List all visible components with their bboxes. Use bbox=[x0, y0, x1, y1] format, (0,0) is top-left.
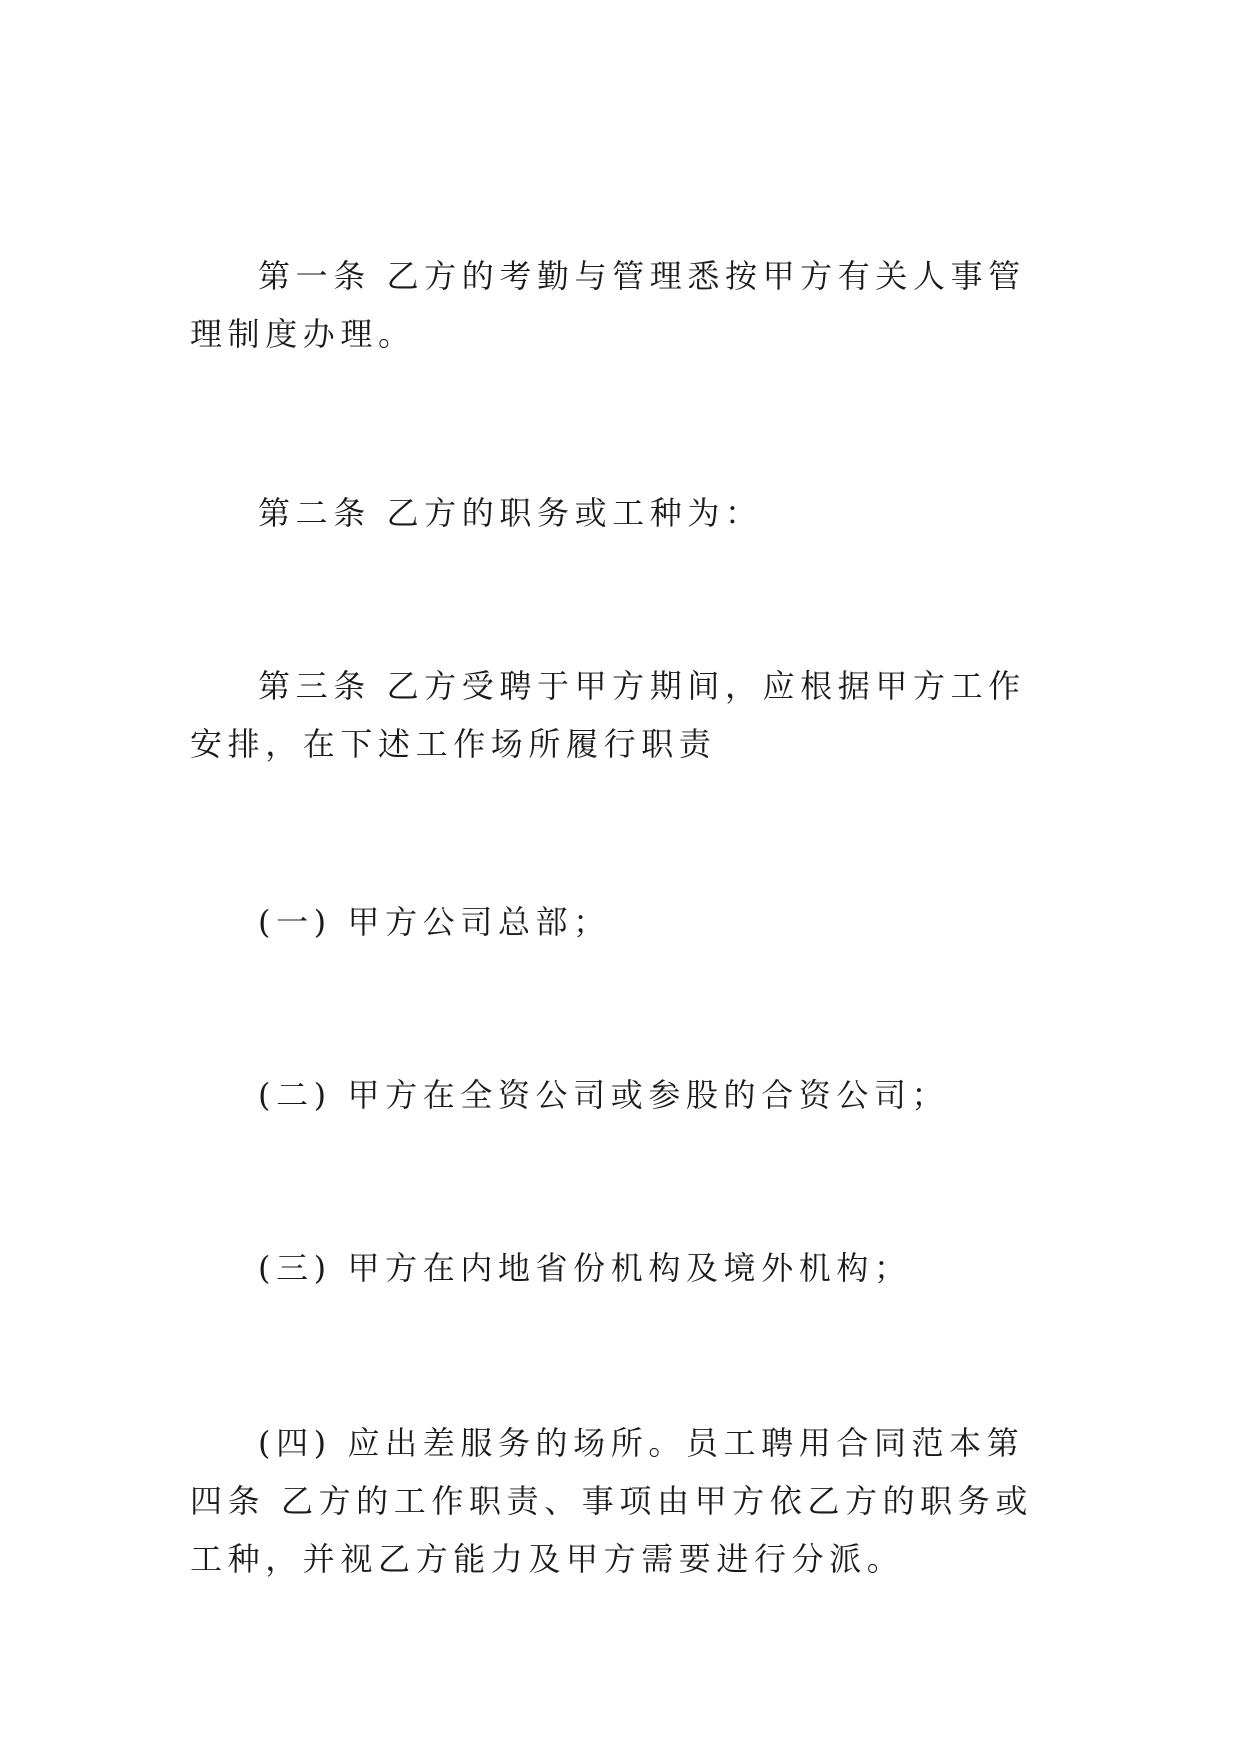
article-1-paragraph: 第一条 乙方的考勤与管理悉按甲方有关人事管理制度办理。 bbox=[190, 257, 1026, 353]
workplace-item-4-and-article-4: (四) 应出差服务的场所。员工聘用合同范本第四条 乙方的工作职责、事项由甲方依乙方的职务或工种，并视乙方能力及甲方需要进行分派。 bbox=[190, 1424, 1033, 1578]
workplace-item-1: (一) 甲方公司总部； bbox=[258, 903, 611, 941]
article-3-paragraph: 第三条 乙方受聘于甲方期间，应根据甲方工作安排，在下述工作场所履行职责 bbox=[190, 667, 1026, 763]
workplace-item-2: (二) 甲方在全资公司或参股的合资公司； bbox=[258, 1076, 950, 1114]
article-2-paragraph: 第二条 乙方的职务或工种为： bbox=[258, 494, 763, 532]
workplace-item-3: (三) 甲方在内地省份机构及境外机构； bbox=[258, 1249, 912, 1287]
